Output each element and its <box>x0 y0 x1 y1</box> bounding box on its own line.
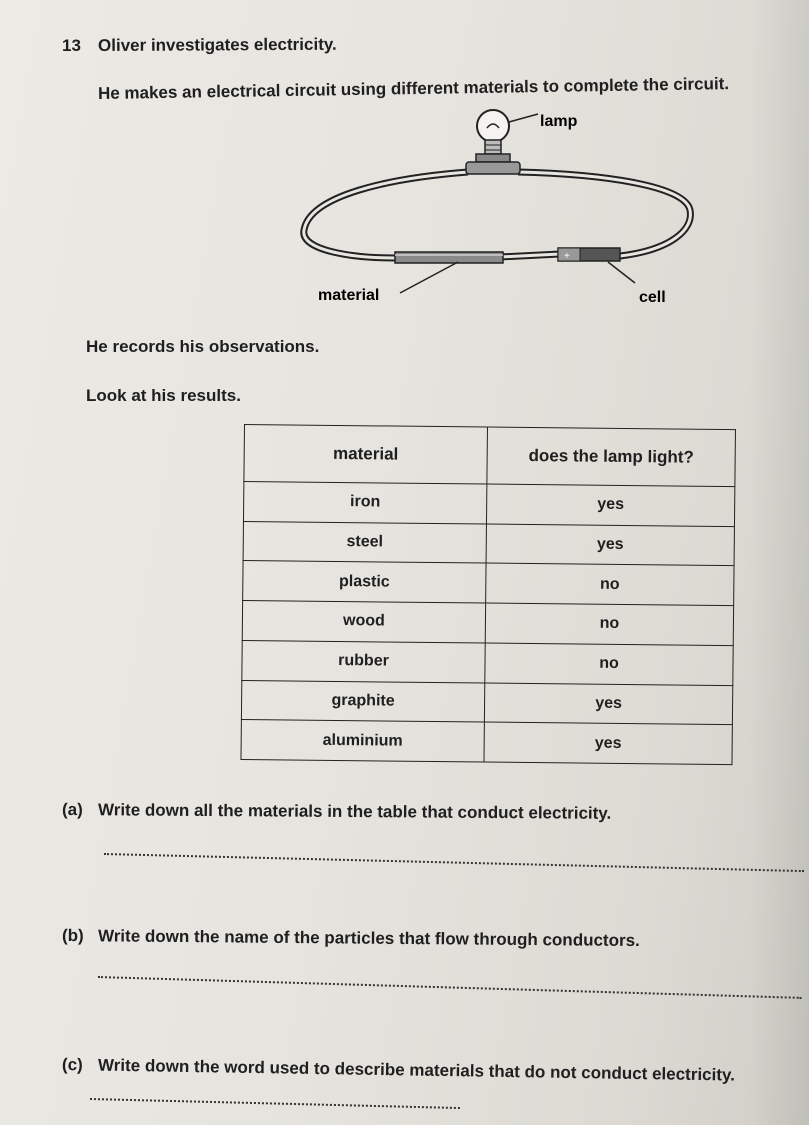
part-b-label: (b) <box>61 926 84 946</box>
part-b <box>62 926 640 951</box>
result-cell: yes <box>487 484 735 526</box>
part-b-text: Write down the name of the particles that flow through conductors. <box>97 926 640 951</box>
part-c <box>62 1055 735 1086</box>
cell-plus-label: + <box>564 251 570 262</box>
part-a <box>62 800 611 824</box>
table-row <box>241 720 732 765</box>
cell-icon <box>558 248 620 262</box>
table-row <box>242 640 733 685</box>
results-table <box>240 424 735 765</box>
records-text: He records his observations. <box>86 337 320 356</box>
result-cell: no <box>486 563 734 605</box>
material-rod <box>395 252 503 263</box>
table-row <box>241 680 732 725</box>
part-a-text: Write down all the materials in the table that conduct electricity. <box>97 800 612 823</box>
material-cell: wood <box>242 601 485 643</box>
material-cell: steel <box>243 521 486 563</box>
cell-label: cell <box>639 289 666 306</box>
answer-line-b[interactable] <box>98 976 802 999</box>
material-cell: plastic <box>243 561 486 603</box>
table-row <box>242 601 733 646</box>
result-cell: no <box>485 603 733 645</box>
material-cell: aluminium <box>241 720 484 762</box>
circuit-wire <box>304 172 468 258</box>
result-cell: no <box>485 643 733 685</box>
result-cell: yes <box>484 683 732 725</box>
question-intro: He makes an electrical circuit using different materials to complete the circuit. <box>97 74 730 103</box>
page-shadow <box>749 0 809 1125</box>
look-at-text: Look at his results. <box>86 386 241 405</box>
part-c-text: Write down the word used to describe materials that do not conduct electricity. <box>97 1055 736 1085</box>
material-cell: rubber <box>242 640 485 682</box>
answer-line-a[interactable] <box>104 853 804 872</box>
header-material: material <box>244 425 488 485</box>
header-lamp-lights: does the lamp light? <box>487 427 736 487</box>
part-c-label: (c) <box>61 1055 83 1075</box>
material-label: material <box>318 287 380 304</box>
answer-line-c[interactable] <box>90 1098 460 1109</box>
lamp-icon <box>466 110 520 174</box>
question-number: 13 <box>62 36 81 55</box>
table-row <box>243 482 734 527</box>
part-a-label: (a) <box>61 800 83 820</box>
lamp-label: lamp <box>540 113 578 130</box>
result-cell: yes <box>484 722 732 764</box>
table-header-row <box>244 425 736 487</box>
circuit-diagram <box>290 100 710 315</box>
material-cell: graphite <box>241 680 484 722</box>
result-cell: yes <box>486 524 734 566</box>
table-row <box>243 521 734 566</box>
table-row <box>243 561 734 606</box>
question-title: Oliver investigates electricity. <box>97 34 337 55</box>
material-cell: iron <box>243 482 486 524</box>
